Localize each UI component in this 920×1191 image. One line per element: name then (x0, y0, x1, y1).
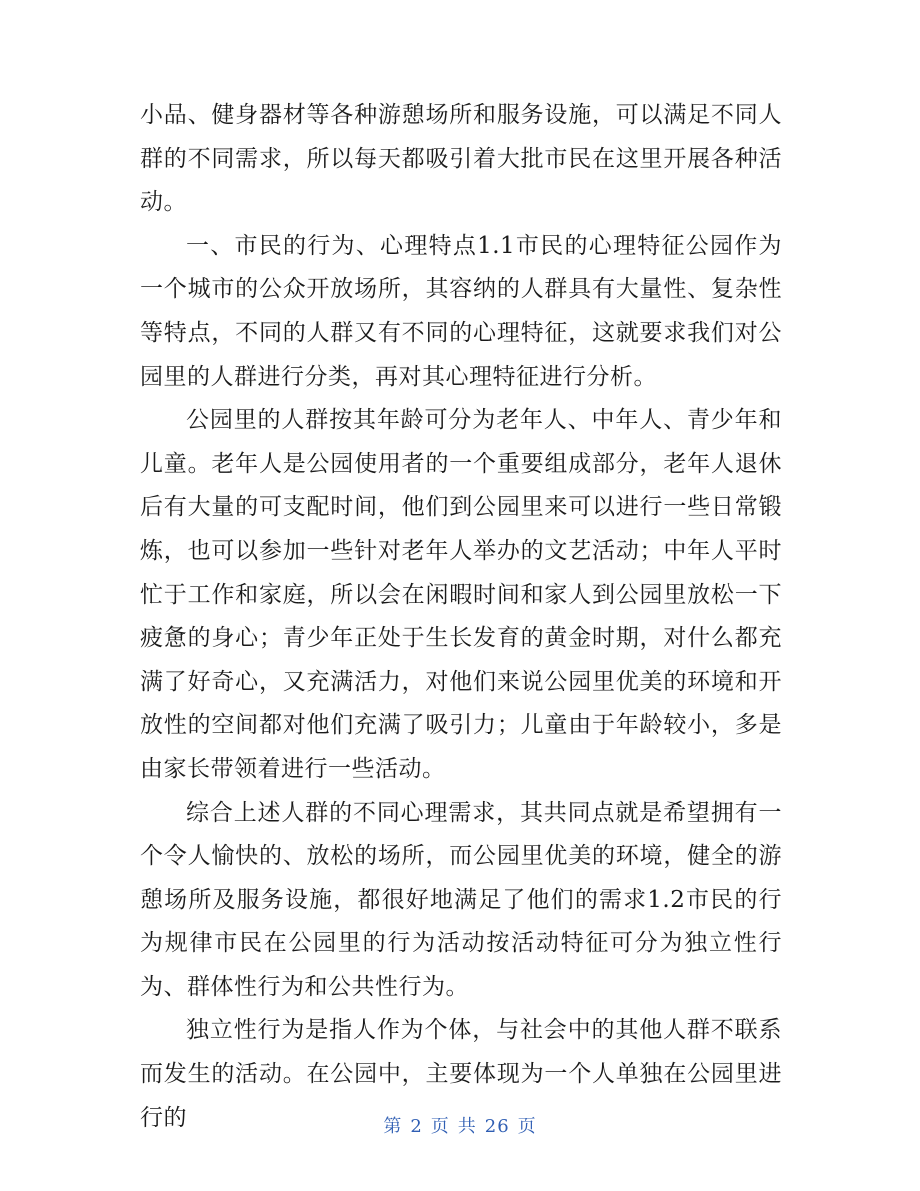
document-body (140, 94, 782, 1140)
paragraph-3: 公园里的人群按其年龄可分为老年人、中年人、青少年和儿童。老年人是公园使用者的一个重要组成部分，老年人退休后有大量的可支配时间，他们到公园里来可以进行一些日常锻炼，也可以参加一些针对老年人举办的文艺活动；中年人平时忙于工作和家庭，所以会在闲暇时间和家人到公园里放松一下疲惫的身心；青少年正处于生长发育的黄金时期，对什么都充满了好奇心，又充满活力，对他们来说公园里优美的环境和开放性的空间都对他们充满了吸引力；儿童由于年龄较小，多是由家长带领着进行一些活动。 (140, 407, 782, 782)
paragraph-4: 综合上述人群的不同心理需求，其共同点就是希望拥有一个令人愉快的、放松的场所，而公园里优美的环境，健全的游憩场所及服务设施，都很好地满足了他们的需求1.2市民的行为规律市民在公园里的行为活动按活动特征可分为独立性行为、群体性行为和公共性行为。 (140, 799, 782, 1000)
footer-total-word: 共 (457, 1116, 477, 1137)
paragraph-1: 小品、健身器材等各种游憩场所和服务设施，可以满足不同人群的不同需求，所以每天都吸引着大批市民在这里开展各种活动。 (140, 102, 782, 216)
footer-suffix: 页 (517, 1116, 537, 1137)
footer-page-word: 页 (430, 1116, 450, 1137)
paragraph-5: 独立性行为是指人作为个体，与社会中的其他人群不联系而发生的活动。在公园中，主要体现为一个人单独在公园里进行的 (140, 1017, 782, 1131)
paragraph-2: 一、市民的行为、心理特点1.1市民的心理特征公园作为一个城市的公众开放场所，其容纳的人群具有大量性、复杂性等特点，不同的人群又有不同的心理特征，这就要求我们对公园里的人群进行分类，再对其心理特征进行分析。 (140, 232, 782, 390)
page-footer (0, 1112, 920, 1138)
footer-prefix: 第 (383, 1116, 403, 1137)
footer-total-pages: 26 (484, 1116, 510, 1137)
footer-current-page: 2 (410, 1116, 423, 1137)
